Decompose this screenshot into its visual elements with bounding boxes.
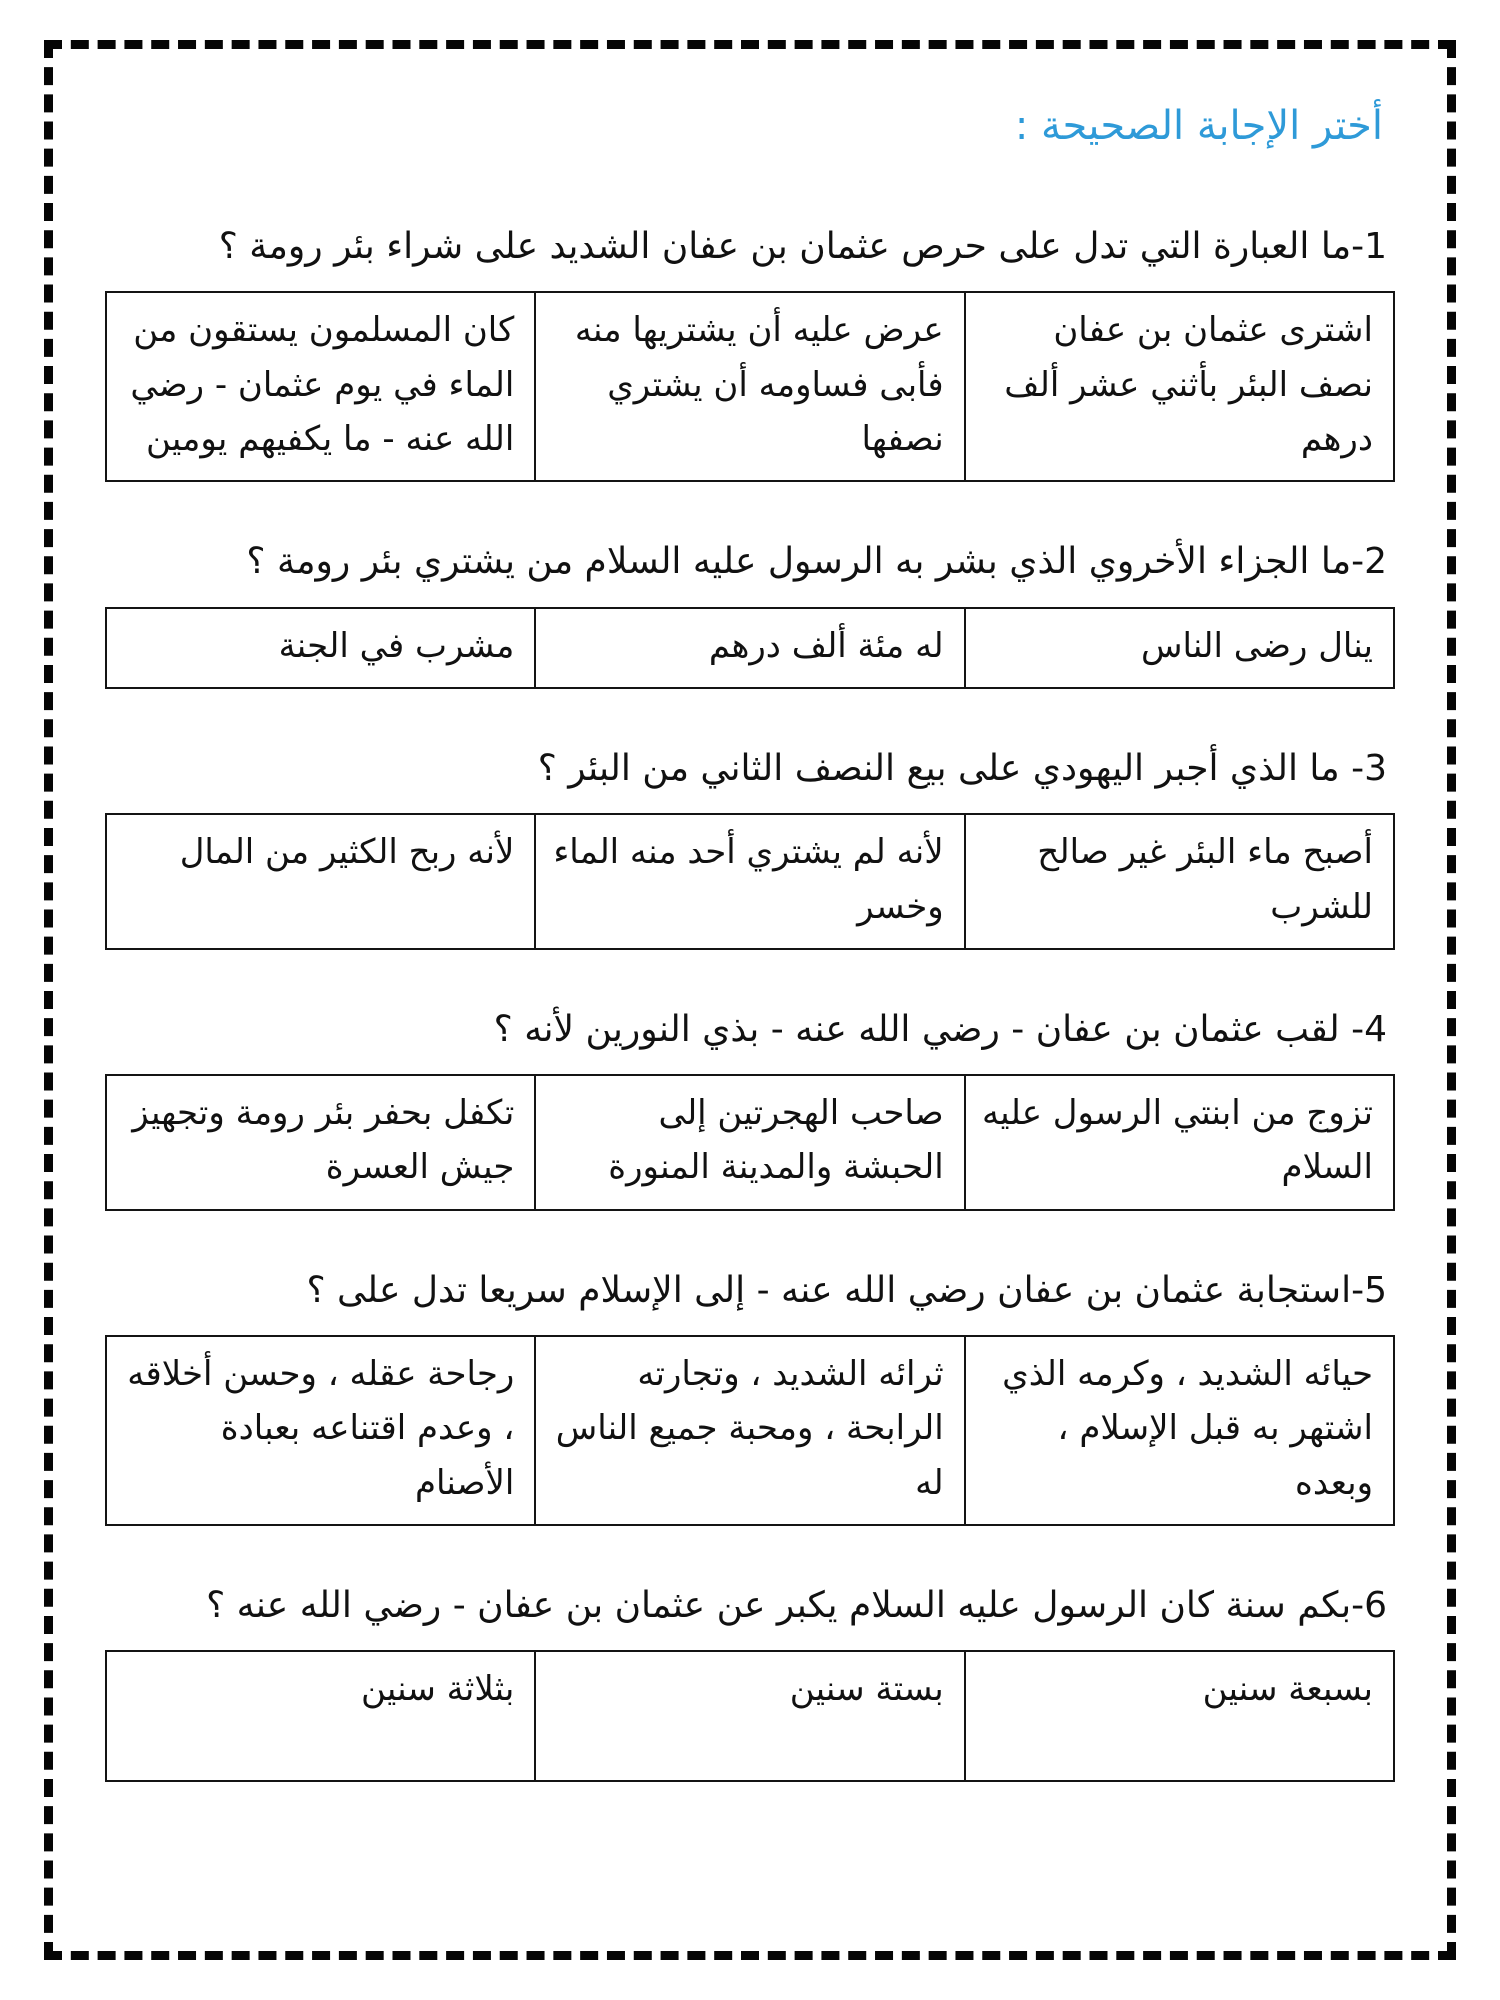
option-cell: لأنه لم يشتري أحد منه الماء وخسر [535, 814, 964, 949]
question-4-options-table [105, 1074, 1395, 1211]
option-cell: بسبعة سنين [965, 1651, 1394, 1781]
question-3-text: 3- ما الذي أجبر اليهودي على بيع النصف الثاني من البئر ؟ [537, 747, 1387, 789]
question-6-text: 6-بكم سنة كان الرسول عليه السلام يكبر عن عثمان بن عفان - رضي الله عنه ؟ [206, 1585, 1387, 1627]
question-block-5 [105, 1265, 1395, 1526]
question-block-6 [105, 1580, 1395, 1782]
question-block-2 [105, 536, 1395, 689]
option-cell: ينال رضى الناس [965, 608, 1394, 688]
question-block-3 [105, 743, 1395, 950]
options-row [106, 1651, 1394, 1781]
question-5-options-table [105, 1335, 1395, 1526]
option-cell: اشترى عثمان بن عفان نصف البئر بأثني عشر ألف درهم [965, 292, 1394, 481]
option-cell: تزوج من ابنتي الرسول عليه السلام [965, 1075, 1394, 1210]
dashed-border-frame [44, 40, 1456, 1960]
option-cell: كان المسلمون يستقون من الماء في يوم عثمان - رضي الله عنه - ما يكفيهم يومين [106, 292, 535, 481]
option-cell: ثرائه الشديد ، وتجارته الرابحة ، ومحبة جميع الناس له [535, 1336, 964, 1525]
option-cell: بستة سنين [535, 1651, 964, 1781]
option-cell: عرض عليه أن يشتريها منه فأبى فساومه أن يشتري نصفها [535, 292, 964, 481]
question-1-text: 1-ما العبارة التي تدل على حرص عثمان بن عفان الشديد على شراء بئر رومة ؟ [218, 226, 1387, 267]
option-cell: حيائه الشديد ، وكرمه الذي اشتهر به قبل الإسلام ، وبعده [965, 1336, 1394, 1525]
option-cell: له مئة ألف درهم [535, 608, 964, 688]
question-6-options-table [105, 1650, 1395, 1782]
options-row [106, 608, 1394, 688]
option-cell: أصبح ماء البئر غير صالح للشرب [965, 814, 1394, 949]
options-row [106, 292, 1394, 481]
question-5-text: 5-استجابة عثمان بن عفان رضي الله عنه - إلى الإسلام سريعا تدل على ؟ [306, 1269, 1387, 1311]
question-block-1 [105, 221, 1395, 482]
question-2-text: 2-ما الجزاء الأخروي الذي بشر به الرسول عليه السلام من يشتري بئر رومة ؟ [246, 541, 1387, 583]
option-cell: بثلاثة سنين [106, 1651, 535, 1781]
option-cell: مشرب في الجنة [106, 608, 535, 688]
options-row [106, 1075, 1394, 1210]
question-2-options-table [105, 607, 1395, 689]
options-row [106, 1336, 1394, 1525]
option-cell: رجاحة عقله ، وحسن أخلاقه ، وعدم اقتناعه بعبادة الأصنام [106, 1336, 535, 1525]
page-title: أختر الإجابة الصحيحة : [1014, 103, 1383, 149]
question-4-text: 4- لقب عثمان بن عفان - رضي الله عنه - بذي النورين لأنه ؟ [493, 1008, 1387, 1050]
question-1-options-table [105, 291, 1395, 482]
option-cell: تكفل بحفر بئر رومة وتجهيز جيش العسرة [106, 1075, 535, 1210]
options-row [106, 814, 1394, 949]
option-cell: لأنه ربح الكثير من المال [106, 814, 535, 949]
question-block-4 [105, 1004, 1395, 1211]
option-cell: صاحب الهجرتين إلى الحبشة والمدينة المنورة [535, 1075, 964, 1210]
question-3-options-table [105, 813, 1395, 950]
